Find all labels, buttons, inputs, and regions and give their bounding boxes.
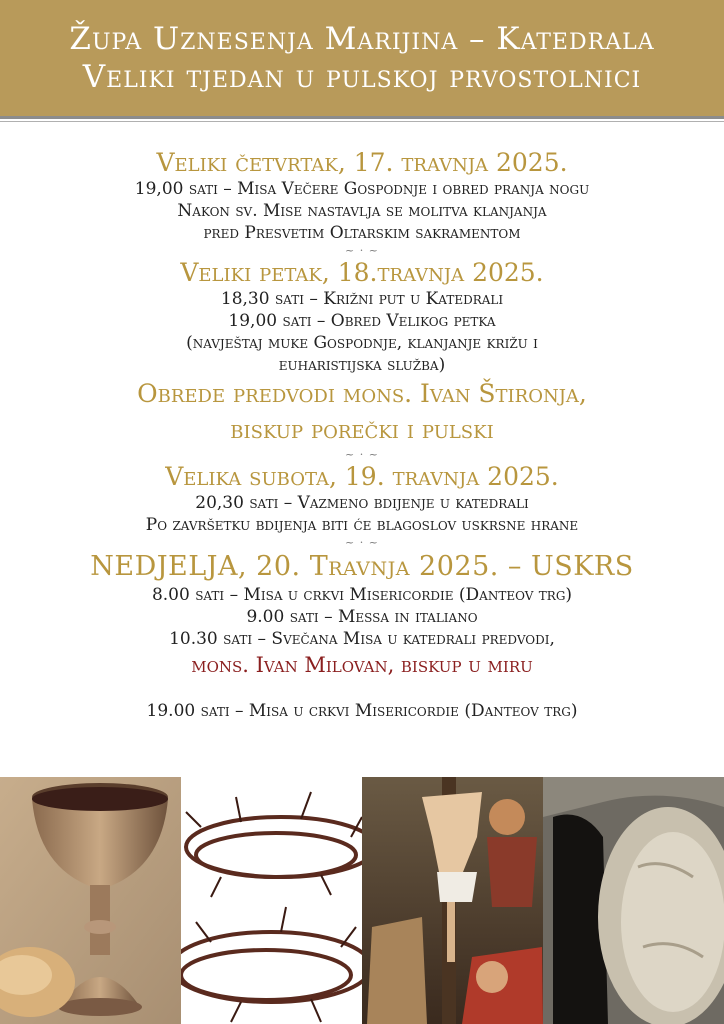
saturday-line: 20,30 sati – Vazmeno bdijenje u katedrali (195, 493, 529, 513)
crown-of-thorns-image (181, 777, 362, 1024)
section-separator: ~ · ~ (345, 448, 379, 461)
sunday-presider: mons. Ivan Milovan, biskup u miru (191, 653, 533, 677)
chalice-image (0, 777, 181, 1024)
section-separator: ~ · ~ (345, 536, 379, 549)
header-title-line1: Župa Uznesenja Marijina – Katedrala (69, 21, 655, 57)
friday-line: euharistijska služba) (278, 355, 446, 375)
saturday-title: Velika subota, 19. travnja 2025. (165, 462, 559, 491)
crucifixion-painting-image (362, 777, 543, 1024)
photo-strip (0, 777, 724, 1024)
saturday-line: Po završetku bdijenja biti će blagoslov uskrsne hrane (145, 515, 579, 535)
header-divider-thin (0, 121, 724, 122)
header-title-line2: Veliki tjedan u pulskoj prvostolnici (82, 59, 642, 95)
friday-line: 19,00 sati – Obred Velikog petka (228, 311, 496, 331)
friday-presider-line1: Obrede predvodi mons. Ivan Štironja, (137, 379, 587, 408)
friday-title: Veliki petak, 18.travnja 2025. (180, 258, 544, 287)
sunday-title: NEDJELJA, 20. Travnja 2025. – USKRS (90, 551, 634, 582)
friday-presider-line2: biskup porečki i pulski (230, 415, 494, 444)
schedule (0, 148, 724, 722)
thursday-line: pred Presvetim Oltarskim sakramentom (203, 223, 521, 243)
friday-line: 18,30 sati – Križni put u Katedrali (220, 289, 504, 309)
header-divider (0, 116, 724, 119)
sunday-line: 9.00 sati – Messa in italiano (246, 607, 478, 627)
sunday-evening-mass: 19.00 sati – Misa u crkvi Misericordie (Danteov trg) (146, 701, 578, 721)
sunday-line: 10.30 sati – Svečana Misa u katedrali predvodi, (169, 629, 555, 649)
empty-tomb-image (543, 777, 724, 1024)
thursday-line: 19,00 sati – Misa Večere Gospodnje i obred pranja nogu (134, 179, 590, 199)
friday-line: (navještaj muke Gospodnje, klanjanje križu i (186, 333, 538, 353)
section-separator: ~ · ~ (345, 244, 379, 257)
thursday-line: Nakon sv. Mise nastavlja se molitva klanjanja (177, 201, 547, 221)
header-banner (0, 0, 724, 116)
sunday-line: 8.00 sati – Misa u crkvi Misericordie (Danteov trg) (151, 585, 573, 605)
thursday-title: Veliki četvrtak, 17. travnja 2025. (156, 148, 568, 177)
